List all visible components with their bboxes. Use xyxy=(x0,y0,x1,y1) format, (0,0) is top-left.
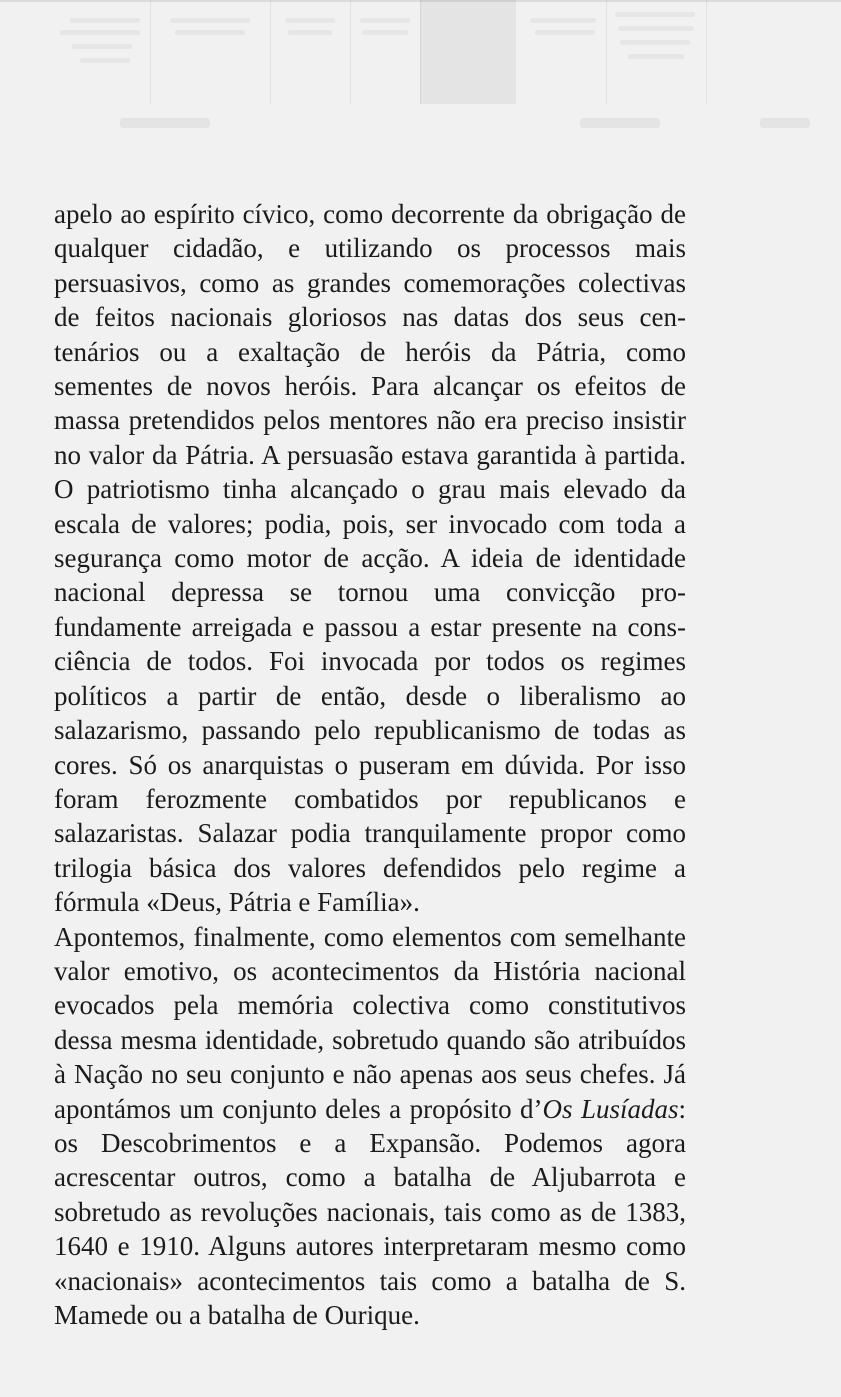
bleed-cell xyxy=(270,0,351,104)
bleed-text xyxy=(530,18,596,23)
bleed-cell xyxy=(350,0,421,104)
bleed-text xyxy=(360,18,410,23)
bleed-through-table xyxy=(0,0,841,110)
bleed-header xyxy=(760,118,810,128)
bleed-text xyxy=(285,18,335,23)
text-run: : os Descobrimentos e a Expansão. Podemos agora acrescentar outros, como a batalha de Aljubarrota e sobretudo as revoluções nacionais, tais como as de 1383, 1640 e 1910. Alguns autores interpretaram mesmo como «nacionais» acontecimentos tais como a batalha de S. Mamede ou a batalha de Ourique. xyxy=(54,1093,687,1330)
book-title: Os Lusíadas xyxy=(542,1093,679,1124)
paragraph xyxy=(54,197,686,920)
bleed-text xyxy=(60,30,140,35)
bleed-text xyxy=(615,12,695,17)
bleed-cell xyxy=(0,0,151,104)
bleed-text xyxy=(362,30,408,35)
bleed-cell xyxy=(516,0,607,104)
bleed-text xyxy=(628,54,684,59)
bleed-shade xyxy=(420,0,516,104)
text-run: apelo ao espírito cívico, como decorrente da obrigação de qualquer cidadão, e utilizando os processos mais persuasivos, como as grandes comemorações colectivas de feitos nacionais gloriosos nas datas dos seus centenários ou a exaltação de heróis da Pátria, como sementes de novos heróis. Para alcançar os efeitos de massa pretendidos pelos mentores não era preciso insistir no valor da Pátria. A persuasão estava garantida à partida. O patriotismo tinha alcançado o grau mais elevado da escala de valores; podia, pois, ser invocado com toda a segurança como motor de acção. A ideia de identidade nacional depressa se tornou uma convicção profundamente arreigada e passou a estar presente na consciência de todos. Foi invocada por todos os regimes políticos a partir de então, desde o liberalismo ao salazarismo, passando pelo republicanismo de todas as cores. Só os anarquistas o puseram em dúvida. Por isso foram ferozmente combatidos por republicanos e salazaristas. Salazar podia tranquilamente propor como trilogia básica dos valores defendidos pelo regime a fórmula «Deus, Pátria e Família». xyxy=(54,199,686,918)
bleed-text xyxy=(80,58,130,63)
bleed-text xyxy=(70,18,140,23)
bleed-cell xyxy=(150,0,271,104)
bleed-text xyxy=(72,44,132,49)
paragraph xyxy=(54,920,686,1333)
text-run: Apontemos, finalmente, como elementos com semelhante valor emotivo, os acontecimentos da História nacional evocados pela memória colectiva como constitutivos dessa mesma identidade, sobretudo quando são atribuídos à Nação no seu conjunto e não apenas aos seus chefes. Já apontámos um conjunto deles a propósito d’ xyxy=(54,921,686,1124)
bleed-text xyxy=(535,30,595,35)
bleed-text xyxy=(288,30,332,35)
bleed-header xyxy=(120,118,210,128)
bleed-text xyxy=(618,26,694,31)
bleed-header xyxy=(580,118,660,128)
bleed-text xyxy=(620,40,690,45)
bleed-text xyxy=(175,30,245,35)
body-text xyxy=(54,197,686,1332)
bleed-text xyxy=(170,18,250,23)
